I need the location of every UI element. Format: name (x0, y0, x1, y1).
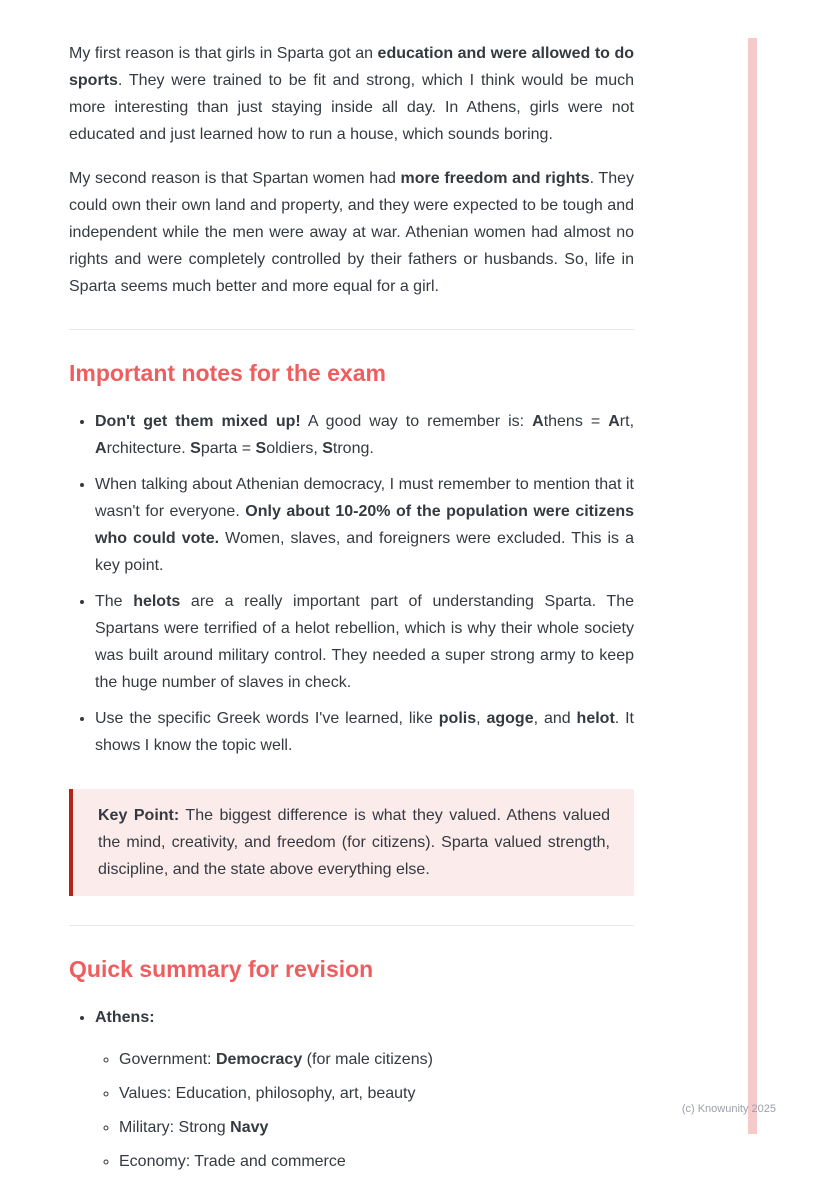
exam-note-item-helots: • The helots are a really important part of understanding Sparta. The Spartans were terrified of a helot rebellion, which is why their whole society was built around military control. They needed a super strong army to keep the huge number of slaves in check. (95, 588, 634, 696)
exam-note-item-mixup: • Don't get them mixed up! A good way to remember is: Athens = Art, Architecture. Sparta = Soldiers, Strong. (95, 408, 634, 462)
summary-athens-item (95, 1004, 634, 1175)
summary-list (69, 1004, 634, 1175)
exam-note-item-greek-words: • Use the specific Greek words I've learned, like polis, agoge, and helot. It shows I know the topic well. (95, 705, 634, 759)
athens-sub-list (95, 1046, 634, 1175)
summary-athens-label: Athens: (95, 1009, 155, 1026)
essay-paragraph-1: My first reason is that girls in Sparta got an education and were allowed to do sports. They were trained to be fit and strong, which I think would be much more interesting than just staying inside all day. In Athens, girls were not educated and just learned how to run a house, which sounds boring. (69, 45, 635, 143)
page-edge-stripe (748, 38, 757, 1134)
knowunity-watermark: (c) Knowunity 2025 (681, 1103, 776, 1115)
essay-paragraph-2: My second reason is that Spartan women had more freedom and rights. They could own their own land and property, and they were expected to be tough and independent while the men were away at war. Athenian women had almost no rights and were completely controlled by their fathers or husbands. So, life in Sparta seems much better and more equal for a girl. (69, 170, 634, 295)
athens-government-item: ◦ Government: Democracy (for male citizens) (119, 1046, 634, 1073)
exam-note-item-democracy: • When talking about Athenian democracy, I must remember to mention that it wasn't for everyone. Only about 10-20% of the population were citizens who could vote. Women, slaves, and foreigners were excluded. This is a key point. (95, 471, 634, 579)
heading-important-notes: Important notes for the exam (69, 360, 386, 386)
key-point-callout (69, 789, 634, 896)
exam-notes-list (69, 408, 634, 759)
heading-quick-summary: Quick summary for revision (69, 956, 374, 982)
athens-military-item: ◦ Military: Strong Navy (119, 1114, 634, 1141)
athens-values-item: ◦ Values: Education, philosophy, art, beauty (119, 1080, 634, 1107)
key-point-text: Key Point: The biggest difference is what they valued. Athens valued the mind, creativity, and freedom (for citizens). Sparta valued strength, discipline, and the state above everything else. (98, 807, 611, 878)
section-divider (69, 329, 634, 330)
section-divider (69, 925, 634, 926)
document-content (69, 40, 634, 1184)
athens-economy-item: ◦ Economy: Trade and commerce (119, 1148, 634, 1175)
